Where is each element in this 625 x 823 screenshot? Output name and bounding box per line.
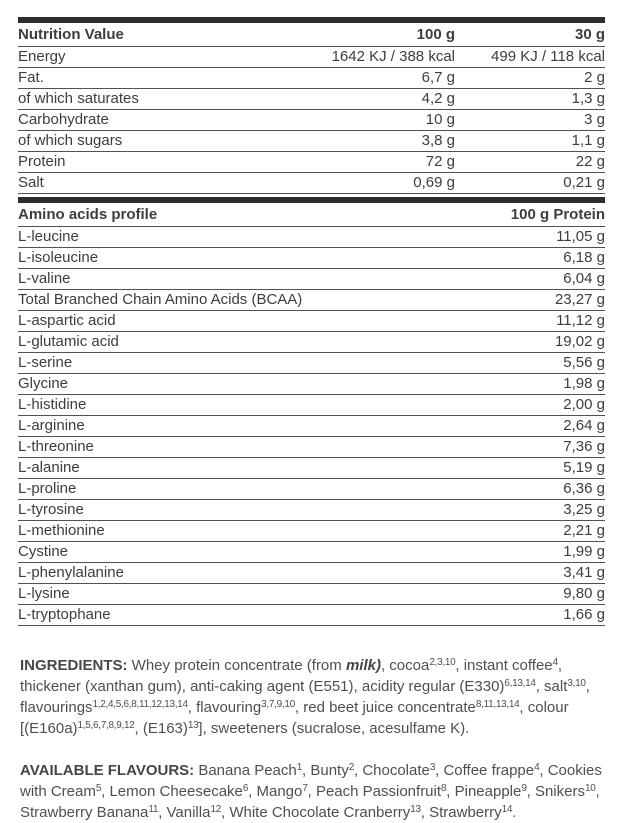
- ingredients-paragraph: [20, 655, 605, 739]
- footnote-superscript: 11: [148, 804, 159, 815]
- row-value: 19,02 g: [445, 332, 605, 353]
- footnote-superscript: 12: [210, 804, 221, 815]
- amino-acids-table: [18, 197, 605, 626]
- row-label: Carbohydrate: [18, 110, 315, 131]
- amino-table-body: [18, 227, 605, 626]
- row-label: L-aspartic acid: [18, 311, 445, 332]
- paragraph-label: AVAILABLE FLAVOURS:: [20, 762, 195, 779]
- row-label: Salt: [18, 173, 315, 194]
- table-row: [18, 605, 605, 626]
- row-label: L-alanine: [18, 458, 445, 479]
- table-row: [18, 152, 605, 173]
- row-label: L-valine: [18, 269, 445, 290]
- table-row: [18, 479, 605, 500]
- table-row: [18, 110, 605, 131]
- text-segment: , Peach Passionfruit: [307, 783, 442, 800]
- text-segment: , Chocolate: [353, 762, 430, 779]
- row-value: 72 g: [315, 152, 455, 173]
- text-segment: , instant coffee: [455, 657, 553, 674]
- text-segment: ], sweeteners (sucralose, acesulfame K).: [198, 720, 470, 737]
- text-segment: , White Chocolate Cranberry: [220, 804, 411, 821]
- footnote-superscript: 3,10: [567, 678, 586, 689]
- paragraph-label: INGREDIENTS:: [20, 657, 128, 674]
- table-row: [18, 47, 605, 68]
- row-value: 3,25 g: [445, 500, 605, 521]
- row-value: 6,18 g: [445, 248, 605, 269]
- footnote-superscript: 13: [410, 804, 421, 815]
- footnote-superscript: 8,11,13,14: [475, 699, 520, 710]
- row-label: L-methionine: [18, 521, 445, 542]
- nutrition-header-row: [18, 20, 605, 47]
- row-label: Fat.: [18, 68, 315, 89]
- text-segment: , Mango: [248, 783, 303, 800]
- row-value: 6,7 g: [315, 68, 455, 89]
- row-label: L-lysine: [18, 584, 445, 605]
- table-row: [18, 500, 605, 521]
- table-row: [18, 68, 605, 89]
- row-value: 3,41 g: [445, 563, 605, 584]
- table-row: [18, 563, 605, 584]
- text-segment: , colour [(E160a): [20, 699, 569, 737]
- row-value: 2,00 g: [445, 395, 605, 416]
- footnote-superscript: 5: [95, 783, 102, 794]
- row-value: 2 g: [455, 68, 605, 89]
- text-segment: , thickener (xanthan gum), anti-caking agent (E551), acidity regular (E330): [20, 657, 563, 695]
- row-value: 6,36 g: [445, 479, 605, 500]
- footnote-superscript: 13: [187, 720, 199, 731]
- row-label: L-proline: [18, 479, 445, 500]
- footnote-superscript: 4: [534, 762, 540, 773]
- row-value: 499 KJ / 118 kcal: [455, 47, 605, 68]
- row-label: Protein: [18, 152, 315, 173]
- text-segment: .: [512, 804, 517, 821]
- text-segment: , Lemon Cheesecake: [101, 783, 243, 800]
- row-value: 5,56 g: [445, 353, 605, 374]
- table-row: [18, 89, 605, 110]
- nutrition-table: [18, 17, 605, 194]
- text-segment: Banana Peach: [194, 762, 297, 779]
- row-value: 0,69 g: [315, 173, 455, 194]
- row-value: 23,27 g: [445, 290, 605, 311]
- row-value: 4,2 g: [315, 89, 455, 110]
- row-value: 9,80 g: [445, 584, 605, 605]
- row-value: 22 g: [455, 152, 605, 173]
- row-value: 1,98 g: [445, 374, 605, 395]
- table-row: [18, 521, 605, 542]
- row-value: 10 g: [315, 110, 455, 131]
- row-label: Energy: [18, 47, 315, 68]
- footnote-superscript: 1,5,6,7,8,9,12: [77, 720, 135, 731]
- table-row: [18, 311, 605, 332]
- row-value: 3 g: [455, 110, 605, 131]
- table-row: [18, 227, 605, 248]
- row-value: 1,66 g: [445, 605, 605, 626]
- footnote-superscript: 2: [348, 762, 354, 773]
- row-value: 6,04 g: [445, 269, 605, 290]
- row-label: L-serine: [18, 353, 445, 374]
- row-label: L-glutamic acid: [18, 332, 445, 353]
- footnote-superscript: 10: [584, 783, 596, 794]
- row-value: 0,21 g: [455, 173, 605, 194]
- amino-header-col-protein: 100 g Protein: [445, 200, 605, 227]
- text-segment: , cocoa: [380, 657, 430, 674]
- footnote-superscript: 9: [521, 783, 527, 794]
- row-label: L-threonine: [18, 437, 445, 458]
- row-value: 2,21 g: [445, 521, 605, 542]
- text-segment: , Cookies with Cream: [20, 762, 602, 800]
- nutrition-header-col-100g: 100 g: [315, 20, 455, 47]
- row-value: 11,05 g: [445, 227, 605, 248]
- footnote-superscript: 4: [552, 657, 558, 668]
- row-label: L-histidine: [18, 395, 445, 416]
- table-row: [18, 269, 605, 290]
- row-label: of which sugars: [18, 131, 315, 152]
- text-segment: , Strawberry Banana: [20, 783, 600, 821]
- row-label: L-leucine: [18, 227, 445, 248]
- row-label: L-tyrosine: [18, 500, 445, 521]
- text-segment: , (E163): [134, 720, 188, 737]
- footnote-superscript: 1: [296, 762, 303, 773]
- paragraph-label: milk): [345, 657, 381, 674]
- row-label: Total Branched Chain Amino Acids (BCAA): [18, 290, 445, 311]
- table-row: [18, 542, 605, 563]
- footnote-superscript: 6,13,14: [504, 678, 536, 689]
- text-segment: , salt: [535, 678, 568, 695]
- row-value: 1642 KJ / 388 kcal: [315, 47, 455, 68]
- row-value: 11,12 g: [445, 311, 605, 332]
- table-row: [18, 173, 605, 194]
- row-value: 7,36 g: [445, 437, 605, 458]
- nutrition-header-label: Nutrition Value: [18, 20, 315, 47]
- text-segment: Whey protein concentrate (from: [127, 657, 346, 674]
- table-row: [18, 458, 605, 479]
- text-segment: , Snikers: [526, 783, 585, 800]
- text-segment: , Bunty: [302, 762, 349, 779]
- footnote-superscript: 8: [441, 783, 447, 794]
- footnote-superscript: 14: [501, 804, 513, 815]
- row-label: L-arginine: [18, 416, 445, 437]
- footnote-superscript: 3,7,9,10: [261, 699, 295, 710]
- text-segment: , flavourings: [20, 678, 590, 716]
- table-row: [18, 353, 605, 374]
- row-value: 1,3 g: [455, 89, 605, 110]
- text-segment: , Strawberry: [420, 804, 502, 821]
- footnote-superscript: 1,2,4,5,6,8,11,12,13,14: [92, 699, 188, 710]
- text-segment: , Vanilla: [158, 804, 211, 821]
- text-segment: , flavouring: [187, 699, 262, 716]
- row-value: 3,8 g: [315, 131, 455, 152]
- row-value: 1,99 g: [445, 542, 605, 563]
- table-row: [18, 584, 605, 605]
- nutrition-header-col-30g: 30 g: [455, 20, 605, 47]
- table-row: [18, 131, 605, 152]
- row-label: Cystine: [18, 542, 445, 563]
- amino-header-row: [18, 200, 605, 227]
- row-label: L-phenylalanine: [18, 563, 445, 584]
- row-label: L-isoleucine: [18, 248, 445, 269]
- row-label: Glycine: [18, 374, 445, 395]
- footnote-superscript: 2,3,10: [429, 657, 456, 668]
- text-segment: , Coffee frappe: [435, 762, 535, 779]
- table-row: [18, 290, 605, 311]
- footnote-superscript: 7: [302, 783, 308, 794]
- nutrition-table-body: [18, 47, 605, 194]
- amino-header-label: Amino acids profile: [18, 200, 445, 227]
- table-row: [18, 395, 605, 416]
- row-value: 5,19 g: [445, 458, 605, 479]
- text-segment: , Pineapple: [446, 783, 522, 800]
- flavours-paragraph: [20, 760, 605, 823]
- row-label: L-tryptophane: [18, 605, 445, 626]
- table-row: [18, 416, 605, 437]
- table-row: [18, 374, 605, 395]
- table-row: [18, 437, 605, 458]
- footnote-superscript: 6: [242, 783, 249, 794]
- table-row: [18, 248, 605, 269]
- row-label: of which saturates: [18, 89, 315, 110]
- row-value: 1,1 g: [455, 131, 605, 152]
- row-value: 2,64 g: [445, 416, 605, 437]
- text-segment: , red beet juice concentrate: [294, 699, 476, 716]
- table-row: [18, 332, 605, 353]
- footnote-superscript: 3: [429, 762, 436, 773]
